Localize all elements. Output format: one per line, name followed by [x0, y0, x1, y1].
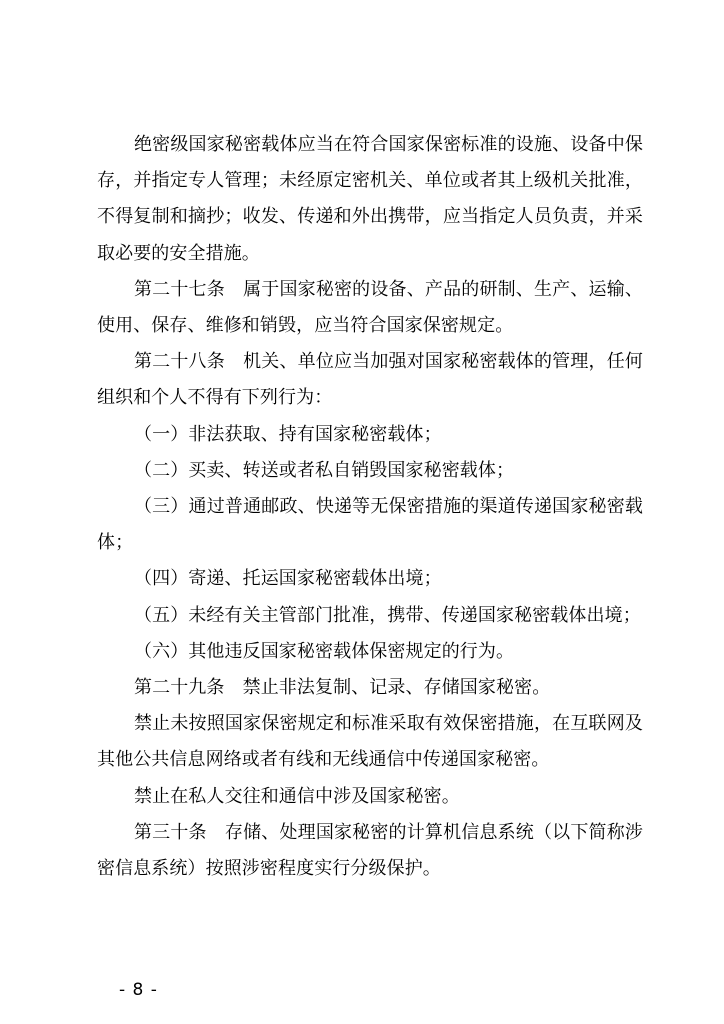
paragraph-prohibit-private-communication: 禁止在私人交往和通信中涉及国家秘密。 [134, 785, 460, 807]
list-item-1: （一）非法获取、持有国家秘密载体； [134, 423, 442, 445]
page-number: - 8 - [119, 980, 158, 1000]
list-item-6: （六）其他违反国家秘密载体保密规定的行为。 [134, 640, 515, 662]
list-item-2: （二）买卖、转送或者私自销毁国家秘密载体； [134, 459, 515, 481]
list-item-3: （三）通过普通邮政、快递等无保密措施的渠道传递国家秘密载体； [97, 496, 643, 554]
paragraph-article-28: 第二十八条 机关、单位应当加强对国家秘密载体的管理，任何组织和个人不得有下列行为： [97, 351, 643, 409]
paragraph-prohibit-network-transmission: 禁止未按照国家保密规定和标准采取有效保密措施，在互联网及其他公共信息网络或者有线和无线通信中传递国家秘密。 [97, 713, 643, 771]
paragraph-article-27: 第二十七条 属于国家秘密的设备、产品的研制、生产、运输、使用、保存、维修和销毁，应当符合国家保密规定。 [97, 278, 643, 337]
document-body [97, 127, 643, 887]
paragraph-top-secret-carriers: 绝密级国家秘密载体应当在符合国家保密标准的设施、设备中保存，并指定专人管理；未经原定密机关、单位或者其上级机关批准，不得复制和摘抄；收发、传递和外出携带，应当指定人员负责，并采取必要的安全措施。 [97, 134, 643, 264]
paragraph-article-29: 第二十九条 禁止非法复制、记录、存储国家秘密。 [134, 677, 551, 699]
list-item-4: （四）寄递、托运国家秘密载体出境； [134, 568, 442, 590]
paragraph-article-30: 第三十条 存储、处理国家秘密的计算机信息系统（以下简称涉密信息系统）按照涉密程度实行分级保护。 [97, 821, 643, 880]
list-item-5: （五）未经有关主管部门批准，携带、传递国家秘密载体出境； [134, 604, 641, 626]
